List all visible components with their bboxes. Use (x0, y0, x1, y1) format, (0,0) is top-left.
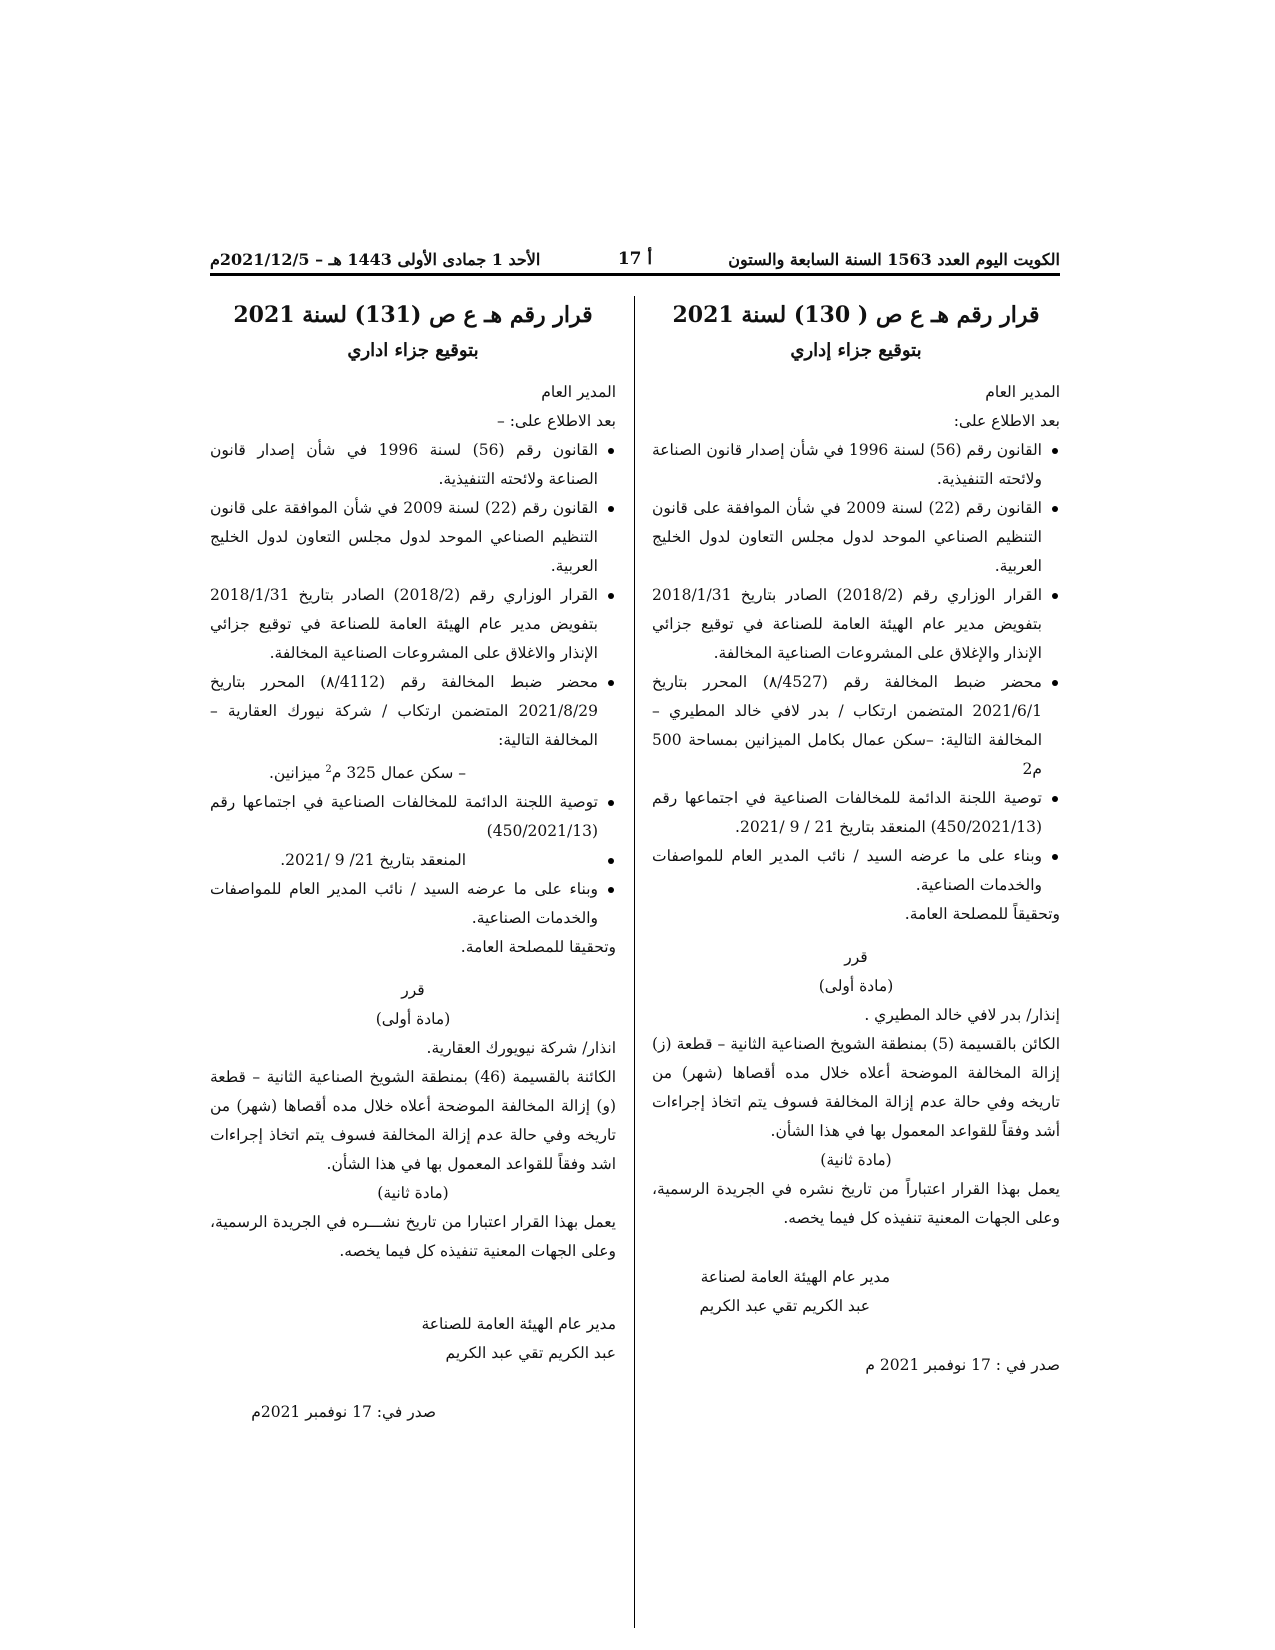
list-item: القانون رقم (22) لسنة 2009 في شأن الموافقة على قانون التنظيم الصناعي الموحد لدول مجلس التعاون لدول الخليج العربية. (210, 494, 616, 581)
header-date: الأحد 1 جمادى الأولى 1443 هـ – 2021/12/5م (210, 250, 541, 269)
signature-name: عبد الكريم تقي عبد الكريم (699, 1297, 870, 1315)
list-item: القانون رقم (56) لسنة 1996 في شأن إصدار قانون الصناعة ولائحته التنفيذية. (210, 436, 616, 494)
violation-prefix: – سكن عمال 325 م (331, 764, 466, 783)
references-list (652, 436, 1060, 900)
decision-title: قرار رقم هـ ع ص (131) لسنة 2021 (233, 302, 593, 328)
article-two-heading: (مادة ثانية) (377, 1184, 449, 1203)
violation-line (210, 755, 616, 788)
warning-line: انذار/ شركة نيويورك العقارية. (426, 1039, 616, 1058)
page-header (210, 246, 1060, 276)
signature-name: عبد الكريم تقي عبد الكريم (445, 1344, 616, 1363)
list-item: محضر ضبط المخالفة رقم (٨/4112) المحرر بتاريخ 2021/8/29 المتضمن ارتكاب / شركة نيورك العقارية – المخالفة التالية: (210, 668, 616, 755)
director-heading: المدير العام (541, 383, 616, 401)
header-page-number: أ 17 (617, 249, 653, 269)
decided-heading: قرر (844, 948, 868, 966)
article-one-heading: (مادة أولى) (375, 1010, 451, 1029)
public-interest: وتحقيقا للمصلحة العامة. (460, 938, 616, 957)
list-item: توصية اللجنة الدائمة للمخالفات الصناعية في اجتماعها رقم (450/2021/13) (210, 788, 616, 846)
list-item: المنعقد بتاريخ 21/ 9 /2021. (210, 846, 616, 875)
violation-suffix: ميزانين. (268, 764, 326, 783)
article-two-heading: (مادة ثانية) (820, 1151, 892, 1169)
issued-date: صدر في: 17 نوفمبر 2021م (251, 1403, 436, 1422)
list-item: القانون رقم (56) لسنة 1996 في شأن إصدار قانون الصناعة ولائحته التنفيذية. (652, 436, 1060, 494)
violation-sup: 2 (325, 764, 332, 775)
article-two-text: يعمل بهذا القرار اعتباراً من تاريخ نشره في الجريدة الرسمية، وعلى الجهات المعنية تنفيذه كل فيما يخصه. (652, 1180, 1060, 1227)
references-list-2 (210, 788, 616, 933)
director-heading: المدير العام (985, 383, 1060, 401)
signature-title: مدير عام الهيئة العامة للصناعة (421, 1315, 616, 1334)
after-review: بعد الاطلاع على: – (497, 412, 616, 430)
decision-130 (652, 298, 1060, 1380)
references-list (210, 436, 616, 755)
list-item: محضر ضبط المخالفة رقم (٨/4527) المحرر بتاريخ 2021/6/1 المتضمن ارتكاب / بدر لافي خالد المطيري – المخالفة التالية: –سكن عمال بكامل الميزانين بمساحة 500 م2 (652, 668, 1060, 784)
decided-heading: قرر (401, 981, 425, 1000)
article-two-text: يعمل بهذا القرار اعتبارا من تاريخ نشـــره في الجريدة الرسمية، وعلى الجهات المعنية تنفيذه كل فيما يخصه. (210, 1213, 616, 1261)
issued-date: صدر في : 17 نوفمبر 2021 م (865, 1356, 1060, 1374)
column-divider (634, 296, 635, 1628)
list-item: وبناء على ما عرضه السيد / نائب المدير العام للمواصفات والخدمات الصناعية. (210, 875, 616, 933)
article-one-text: الكائنة بالقسيمة (46) بمنطقة الشويخ الصناعية الثانية – قطعة (و) إزالة المخالفة الموضحة أعلاه خلال مده أقصاها (شهر) من تاريخه وفي حالة عدم إزالة المخالفة فسوف يتم اتخاذ إجراءات اشد وفقاً للقواعد المعمول بها في هذا الشأن. (210, 1068, 617, 1174)
public-interest: وتحقيقاً للمصلحة العامة. (904, 905, 1060, 923)
header-issue-info: الكويت اليوم العدد 1563 السنة السابعة والستون (728, 250, 1060, 269)
list-item: وبناء على ما عرضه السيد / نائب المدير العام للمواصفات والخدمات الصناعية. (652, 842, 1060, 900)
warning-line: إنذار/ بدر لافي خالد المطيري . (864, 1006, 1060, 1024)
list-item: القانون رقم (22) لسنة 2009 في شأن الموافقة على قانون التنظيم الصناعي الموحد لدول مجلس التعاون لدول الخليج العربية. (652, 494, 1060, 581)
list-item: القرار الوزاري رقم (2018/2) الصادر بتاريخ 2018/1/31 بتفويض مدير عام الهيئة العامة للصناعة في توقيع جزائي الإنذار والإغلاق على المشروعات الصناعية المخالفة. (652, 581, 1060, 668)
decision-title: قرار رقم هـ ع ص ( 130) لسنة 2021 (672, 302, 1040, 328)
after-review: بعد الاطلاع على: (953, 412, 1060, 430)
article-one-text: الكائن بالقسيمة (5) بمنطقة الشويخ الصناعية الثانية – قطعة (ز) إزالة المخالفة الموضحة أعلاه خلال مده أقصاها (شهر) من تاريخه وفي حالة عدم إزالة المخالفة فسوف يتم اتخاذ إجراءات أشد وفقاً للقواعد المعمول بها في هذا الشأن. (652, 1035, 1061, 1140)
decision-131 (210, 298, 616, 1427)
signature-title: مدير عام الهيئة العامة لصناعة (700, 1268, 890, 1286)
decision-subtitle: بتوقيع جزاء إداري (790, 340, 922, 361)
decision-subtitle: بتوقيع جزاء اداري (347, 340, 479, 361)
list-item: توصية اللجنة الدائمة للمخالفات الصناعية في اجتماعها رقم (450/2021/13) المنعقد بتاريخ 21 / 9 /2021. (652, 784, 1060, 842)
list-item: القرار الوزاري رقم (2018/2) الصادر بتاريخ 2018/1/31 بتفويض مدير عام الهيئة العامة للصناعة في توقيع جزائي الإنذار والاغلاق على المشروعات الصناعية المخالفة. (210, 581, 616, 668)
article-one-heading: (مادة أولى) (818, 977, 894, 995)
